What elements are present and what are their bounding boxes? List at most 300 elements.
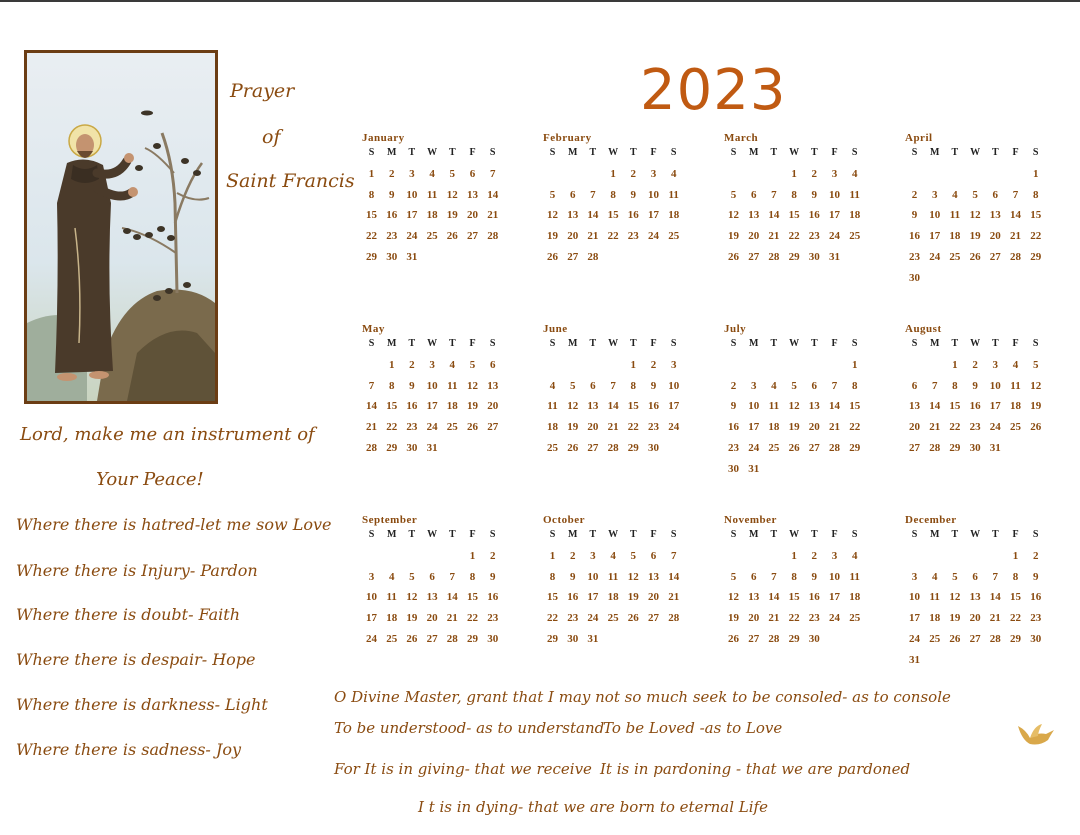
day-number: 28 bbox=[768, 632, 780, 645]
day-number: 9 bbox=[489, 570, 496, 583]
day-number: 19 bbox=[728, 612, 739, 625]
day-number: 20 bbox=[909, 421, 920, 434]
day-number: 24 bbox=[587, 612, 599, 625]
day-number: 21 bbox=[929, 421, 941, 434]
month-name: April bbox=[905, 132, 933, 144]
day-number: 31 bbox=[406, 250, 418, 263]
day-number: 17 bbox=[829, 209, 840, 222]
day-number: 16 bbox=[808, 591, 820, 604]
day-number: 27 bbox=[567, 250, 579, 263]
day-number: 25 bbox=[547, 441, 558, 454]
day-number: 17 bbox=[989, 400, 1001, 413]
day-number: 10 bbox=[909, 591, 920, 604]
month-name: February bbox=[543, 132, 592, 144]
day-number: 5 bbox=[549, 188, 556, 201]
month-february bbox=[543, 132, 713, 317]
day-number: 30 bbox=[1030, 632, 1042, 645]
day-number: 18 bbox=[849, 591, 861, 604]
day-number: 29 bbox=[386, 441, 398, 454]
day-number: 4 bbox=[429, 168, 435, 180]
day-number: 19 bbox=[627, 591, 639, 604]
day-number: 26 bbox=[467, 421, 478, 434]
day-number: 6 bbox=[650, 550, 657, 562]
day-number: 9 bbox=[409, 379, 415, 392]
month-august bbox=[905, 323, 1075, 508]
weekday-header bbox=[724, 147, 874, 161]
footer-line-2a: To be understood- as to understand bbox=[334, 719, 605, 737]
weekday-label: F bbox=[650, 529, 657, 540]
calendar-grid bbox=[362, 132, 1042, 672]
day-number: 6 bbox=[429, 570, 435, 583]
day-number: 7 bbox=[771, 570, 777, 583]
day-number: 3 bbox=[931, 188, 938, 201]
day-number: 24 bbox=[406, 230, 418, 243]
day-number: 15 bbox=[788, 209, 800, 222]
day-number: 28 bbox=[829, 441, 840, 454]
day-number: 30 bbox=[808, 250, 820, 263]
day-number: 1 bbox=[791, 550, 797, 562]
day-number: 25 bbox=[768, 441, 780, 454]
day-number: 17 bbox=[929, 230, 941, 243]
day-number: 10 bbox=[406, 188, 418, 201]
day-number: 20 bbox=[748, 612, 760, 625]
day-number: 23 bbox=[909, 250, 920, 263]
day-number: 21 bbox=[446, 612, 458, 625]
day-number: 8 bbox=[791, 570, 797, 583]
day-number: 14 bbox=[829, 400, 840, 413]
day-number: 17 bbox=[406, 209, 418, 222]
month-december bbox=[905, 514, 1075, 699]
day-number: 2 bbox=[630, 168, 637, 180]
title-of: of bbox=[262, 126, 281, 148]
day-number: 2 bbox=[811, 168, 818, 180]
day-number: 11 bbox=[849, 570, 860, 583]
day-number: 14 bbox=[607, 400, 619, 413]
footer-line-4: I t is in dying- that we are born to eternal Life bbox=[418, 798, 768, 816]
day-number: 19 bbox=[1030, 400, 1042, 413]
day-number: 25 bbox=[849, 612, 861, 625]
day-number: 31 bbox=[909, 653, 920, 666]
day-number: 27 bbox=[587, 441, 599, 454]
weekday-label: T bbox=[408, 529, 416, 540]
day-number: 26 bbox=[728, 250, 739, 263]
day-number: 1 bbox=[469, 550, 476, 562]
day-number: 3 bbox=[911, 570, 918, 583]
weekday-label: T bbox=[810, 338, 818, 349]
day-number: 3 bbox=[590, 550, 596, 562]
day-number: 5 bbox=[409, 570, 415, 583]
day-number: 7 bbox=[489, 168, 496, 180]
day-number: 16 bbox=[1030, 591, 1042, 604]
weekday-label: S bbox=[851, 529, 858, 540]
day-number: 22 bbox=[849, 421, 861, 434]
day-number: 23 bbox=[487, 612, 499, 625]
day-number: 2 bbox=[409, 359, 415, 371]
month-name: October bbox=[543, 514, 585, 526]
day-number: 1 bbox=[368, 168, 375, 180]
weekday-label: F bbox=[1012, 529, 1019, 540]
day-number: 21 bbox=[587, 230, 599, 243]
weekday-label: S bbox=[730, 147, 737, 158]
day-number: 26 bbox=[788, 441, 800, 454]
day-number: 2 bbox=[1032, 550, 1039, 562]
day-number: 4 bbox=[931, 570, 938, 583]
day-number: 24 bbox=[748, 441, 760, 454]
day-number: 6 bbox=[972, 570, 978, 583]
weekday-label: S bbox=[1032, 529, 1039, 540]
day-number: 6 bbox=[911, 379, 918, 392]
day-number: 17 bbox=[748, 421, 760, 434]
day-number: 8 bbox=[469, 570, 476, 583]
weekday-label: T bbox=[448, 338, 456, 349]
weekday-label: W bbox=[608, 529, 619, 540]
day-number: 15 bbox=[849, 400, 861, 413]
prayer-heading-1: Lord, make me an instrument of bbox=[20, 424, 315, 445]
top-border bbox=[0, 0, 1080, 2]
day-number: 7 bbox=[449, 570, 456, 583]
day-number: 7 bbox=[771, 188, 777, 201]
day-number: 15 bbox=[627, 400, 639, 413]
weekday-label: M bbox=[748, 338, 759, 349]
weekday-label: S bbox=[549, 147, 556, 158]
month-january bbox=[362, 132, 532, 317]
day-number: 30 bbox=[406, 441, 418, 454]
day-number: 29 bbox=[788, 250, 800, 263]
day-number: 20 bbox=[648, 591, 659, 604]
day-number: 1 bbox=[610, 168, 616, 180]
day-number: 4 bbox=[1012, 359, 1019, 371]
day-number: 13 bbox=[467, 188, 478, 201]
day-number: 4 bbox=[388, 570, 395, 583]
day-number: 19 bbox=[728, 230, 739, 243]
day-number: 14 bbox=[487, 188, 499, 201]
weekday-label: S bbox=[851, 338, 858, 349]
day-number: 30 bbox=[969, 441, 981, 454]
day-number: 17 bbox=[587, 591, 599, 604]
day-number: 13 bbox=[808, 400, 820, 413]
day-number: 8 bbox=[1012, 570, 1019, 583]
day-number: 15 bbox=[788, 591, 800, 604]
day-number: 19 bbox=[567, 421, 579, 434]
day-number: 4 bbox=[549, 379, 556, 392]
day-number: 3 bbox=[429, 359, 435, 371]
day-number: 13 bbox=[748, 591, 760, 604]
day-number: 4 bbox=[771, 379, 777, 392]
day-number: 23 bbox=[627, 230, 639, 243]
day-number: 31 bbox=[426, 441, 438, 454]
day-number: 7 bbox=[1012, 188, 1019, 201]
day-number: 24 bbox=[929, 250, 941, 263]
month-name: May bbox=[362, 323, 385, 335]
day-number: 10 bbox=[829, 570, 840, 583]
day-number: 22 bbox=[1010, 612, 1021, 625]
weekday-label: S bbox=[489, 529, 496, 540]
day-number: 16 bbox=[627, 209, 639, 222]
day-number: 10 bbox=[426, 379, 438, 392]
day-number: 25 bbox=[668, 230, 680, 243]
day-number: 30 bbox=[728, 462, 739, 475]
day-number: 16 bbox=[567, 591, 579, 604]
saint-francis-portrait bbox=[24, 50, 218, 404]
day-number: 20 bbox=[808, 421, 820, 434]
day-number: 30 bbox=[487, 632, 499, 645]
day-number: 1 bbox=[1012, 550, 1019, 562]
day-number: 1 bbox=[388, 359, 395, 371]
day-number: 5 bbox=[972, 188, 978, 201]
day-number: 14 bbox=[668, 570, 680, 583]
day-number: 4 bbox=[851, 168, 858, 180]
day-number: 9 bbox=[972, 379, 978, 392]
day-number: 20 bbox=[467, 209, 478, 222]
weekday-label: M bbox=[567, 147, 578, 158]
day-number: 1 bbox=[952, 359, 958, 371]
day-number: 20 bbox=[567, 230, 579, 243]
day-number: 28 bbox=[668, 612, 680, 625]
day-number: 11 bbox=[849, 188, 860, 201]
day-number: 25 bbox=[607, 612, 619, 625]
day-number: 4 bbox=[952, 188, 958, 201]
day-number: 19 bbox=[406, 612, 418, 625]
day-number: 12 bbox=[467, 379, 478, 392]
day-number: 6 bbox=[489, 359, 496, 371]
weekday-label: S bbox=[670, 338, 677, 349]
weekday-label: M bbox=[386, 147, 397, 158]
day-number: 19 bbox=[949, 612, 961, 625]
day-number: 26 bbox=[969, 250, 981, 263]
day-number: 2 bbox=[730, 379, 737, 392]
day-number: 23 bbox=[406, 421, 418, 434]
weekday-label: T bbox=[991, 338, 999, 349]
day-number: 12 bbox=[547, 209, 558, 222]
prayer-line: Where there is darkness- Light bbox=[16, 695, 268, 714]
day-number: 24 bbox=[989, 421, 1001, 434]
month-november bbox=[724, 514, 894, 699]
day-number: 11 bbox=[768, 400, 780, 413]
day-number: 18 bbox=[929, 612, 941, 625]
day-number: 21 bbox=[1010, 230, 1021, 243]
day-number: 10 bbox=[748, 400, 760, 413]
day-number: 27 bbox=[989, 250, 1001, 263]
day-number: 28 bbox=[768, 250, 780, 263]
day-number: 3 bbox=[750, 379, 757, 392]
day-number: 28 bbox=[587, 250, 599, 263]
weekday-label: T bbox=[589, 338, 597, 349]
day-number: 21 bbox=[487, 209, 499, 222]
day-number: 21 bbox=[768, 230, 780, 243]
day-number: 10 bbox=[648, 188, 659, 201]
day-number: 7 bbox=[368, 379, 375, 392]
day-number: 3 bbox=[992, 359, 999, 371]
day-number: 6 bbox=[590, 379, 596, 392]
weekday-label: W bbox=[789, 338, 800, 349]
day-number: 31 bbox=[748, 462, 760, 475]
day-number: 8 bbox=[1032, 188, 1039, 201]
weekday-header bbox=[905, 338, 1055, 352]
weekday-label: S bbox=[911, 147, 918, 158]
footer-line-1: O Divine Master, grant that I may not so much seek to be consoled- as to console bbox=[334, 688, 951, 706]
weekday-label: T bbox=[629, 147, 637, 158]
month-name: November bbox=[724, 514, 777, 526]
day-number: 22 bbox=[1030, 230, 1042, 243]
day-number: 22 bbox=[949, 421, 961, 434]
weekday-label: M bbox=[748, 147, 759, 158]
day-number: 26 bbox=[627, 612, 639, 625]
day-number: 11 bbox=[929, 591, 940, 604]
day-number: 6 bbox=[811, 379, 818, 392]
month-name: January bbox=[362, 132, 405, 144]
day-number: 7 bbox=[992, 570, 999, 583]
month-name: September bbox=[362, 514, 418, 526]
day-number: 4 bbox=[449, 359, 456, 371]
day-number: 15 bbox=[386, 400, 398, 413]
day-number: 12 bbox=[969, 209, 981, 222]
day-number: 15 bbox=[1030, 209, 1042, 222]
day-number: 12 bbox=[567, 400, 579, 413]
day-number: 3 bbox=[650, 168, 657, 180]
day-number: 30 bbox=[386, 250, 398, 263]
day-number: 6 bbox=[569, 188, 576, 201]
day-number: 13 bbox=[969, 591, 981, 604]
day-number: 25 bbox=[386, 632, 398, 645]
day-number: 28 bbox=[1010, 250, 1021, 263]
day-number: 18 bbox=[768, 421, 780, 434]
day-number: 26 bbox=[446, 230, 458, 243]
day-number: 9 bbox=[811, 188, 818, 201]
day-number: 29 bbox=[1030, 250, 1042, 263]
day-number: 9 bbox=[911, 209, 918, 222]
day-number: 28 bbox=[487, 230, 499, 243]
day-number: 24 bbox=[366, 632, 377, 645]
weekday-label: F bbox=[469, 338, 476, 349]
day-number: 11 bbox=[668, 188, 679, 201]
day-number: 15 bbox=[366, 209, 377, 222]
day-number: 14 bbox=[446, 591, 458, 604]
day-number: 21 bbox=[768, 612, 780, 625]
day-number: 16 bbox=[487, 591, 499, 604]
day-number: 10 bbox=[366, 591, 377, 604]
day-number: 9 bbox=[630, 188, 637, 201]
day-number: 31 bbox=[989, 441, 1001, 454]
weekday-label: S bbox=[549, 338, 556, 349]
weekday-label: F bbox=[1012, 147, 1019, 158]
saint-francis-with-birds-image bbox=[27, 53, 215, 401]
footer-line-3a: For It is in giving- that we receive bbox=[334, 760, 592, 778]
footer-line-3b: It is in pardoning - that we are pardoned bbox=[600, 760, 911, 778]
day-number: 23 bbox=[386, 230, 398, 243]
weekday-header bbox=[724, 338, 874, 352]
day-number: 25 bbox=[949, 250, 961, 263]
footer-line-2b: To be Loved -as to Love bbox=[603, 719, 783, 737]
day-number: 29 bbox=[467, 632, 478, 645]
day-number: 22 bbox=[788, 230, 800, 243]
weekday-label: T bbox=[629, 338, 637, 349]
day-number: 8 bbox=[368, 188, 375, 201]
day-number: 6 bbox=[750, 188, 757, 201]
day-number: 25 bbox=[446, 421, 458, 434]
day-number: 5 bbox=[449, 168, 456, 180]
day-number: 16 bbox=[728, 421, 739, 434]
day-number: 2 bbox=[650, 359, 657, 371]
weekday-label: T bbox=[991, 529, 999, 540]
day-number: 17 bbox=[829, 591, 840, 604]
day-number: 9 bbox=[1032, 570, 1039, 583]
weekday-label: T bbox=[629, 529, 637, 540]
day-number: 17 bbox=[668, 400, 680, 413]
day-number: 27 bbox=[748, 632, 760, 645]
weekday-label: S bbox=[489, 338, 496, 349]
day-number: 18 bbox=[668, 209, 680, 222]
day-number: 25 bbox=[929, 632, 941, 645]
day-number: 29 bbox=[547, 632, 558, 645]
day-number: 25 bbox=[1010, 421, 1021, 434]
day-number: 15 bbox=[1010, 591, 1021, 604]
day-number: 21 bbox=[668, 591, 680, 604]
weekday-label: S bbox=[489, 147, 496, 158]
day-number: 19 bbox=[467, 400, 478, 413]
day-number: 16 bbox=[386, 209, 398, 222]
day-number: 20 bbox=[969, 612, 981, 625]
day-number: 5 bbox=[469, 359, 476, 371]
day-number: 24 bbox=[668, 421, 680, 434]
prayer-line: Where there is doubt- Faith bbox=[16, 605, 240, 624]
weekday-label: T bbox=[408, 147, 416, 158]
weekday-label: M bbox=[929, 147, 940, 158]
day-number: 13 bbox=[648, 570, 659, 583]
day-number: 20 bbox=[487, 400, 499, 413]
day-number: 19 bbox=[446, 209, 458, 222]
day-number: 22 bbox=[366, 230, 377, 243]
month-september bbox=[362, 514, 532, 699]
day-number: 18 bbox=[547, 421, 558, 434]
weekday-label: M bbox=[567, 529, 578, 540]
day-number: 24 bbox=[648, 230, 659, 243]
day-number: 9 bbox=[569, 570, 576, 583]
day-number: 12 bbox=[446, 188, 458, 201]
day-number: 8 bbox=[388, 379, 395, 392]
day-number: 30 bbox=[567, 632, 579, 645]
day-number: 12 bbox=[949, 591, 961, 604]
day-number: 5 bbox=[630, 550, 637, 562]
day-number: 29 bbox=[1010, 632, 1021, 645]
weekday-label: T bbox=[448, 147, 456, 158]
day-number: 25 bbox=[426, 230, 438, 243]
weekday-label: F bbox=[650, 147, 657, 158]
weekday-label: S bbox=[1032, 147, 1039, 158]
day-number: 10 bbox=[829, 188, 840, 201]
day-number: 31 bbox=[587, 632, 599, 645]
weekday-label: T bbox=[589, 147, 597, 158]
weekday-label: T bbox=[810, 147, 818, 158]
day-number: 3 bbox=[368, 570, 375, 583]
day-number: 26 bbox=[406, 632, 418, 645]
month-may bbox=[362, 323, 532, 508]
title-prayer: Prayer bbox=[230, 80, 295, 102]
weekday-label: W bbox=[427, 529, 438, 540]
day-number: 6 bbox=[469, 168, 476, 180]
day-number: 3 bbox=[831, 550, 838, 562]
day-number: 11 bbox=[547, 400, 558, 413]
weekday-label: S bbox=[670, 147, 677, 158]
day-number: 5 bbox=[1032, 359, 1039, 371]
day-number: 24 bbox=[909, 632, 920, 645]
weekday-label: F bbox=[1012, 338, 1019, 349]
day-number: 23 bbox=[567, 612, 579, 625]
day-number: 28 bbox=[929, 441, 941, 454]
day-number: 13 bbox=[909, 400, 920, 413]
weekday-header bbox=[362, 529, 512, 543]
weekday-header bbox=[543, 529, 693, 543]
day-number: 27 bbox=[487, 421, 499, 434]
